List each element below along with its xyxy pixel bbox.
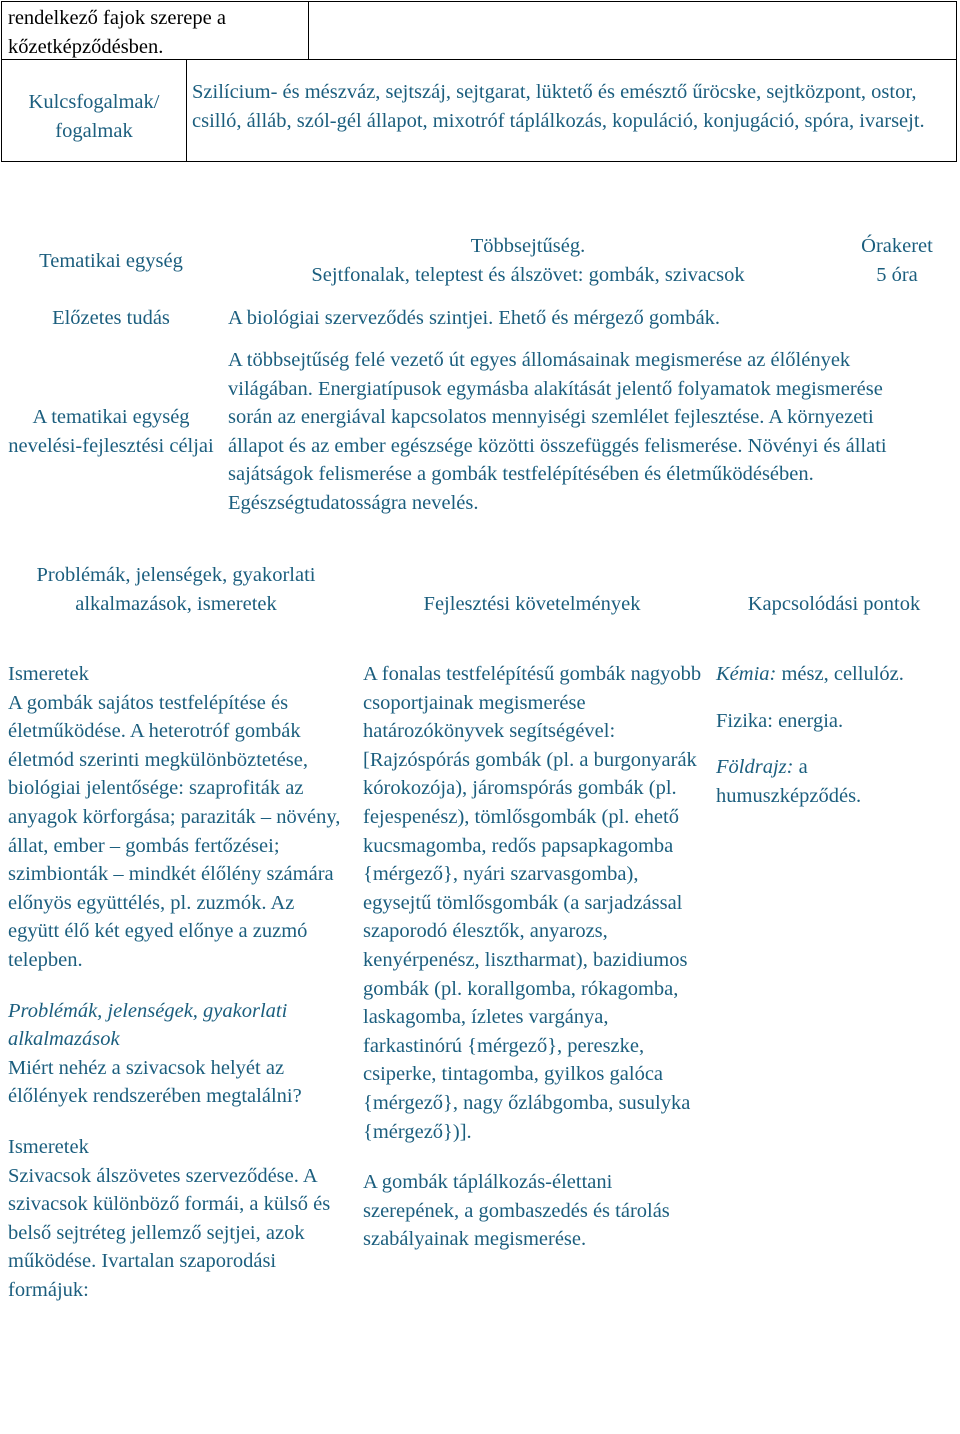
prior-knowledge-text: A biológiai szerveződés szintjei. Ehető és mérgező gombák. (228, 307, 721, 329)
goals-text: A többsejtűség felé vezető út egyes állomásainak megismerése az élőlények világában. Energiatípusok egymásba alakítását jelentő folyamatok megismerése során az energiával kapcsolatos mennyiségi szemlélet fejlesztése. A környezeti állapot és az ember egészsége közötti összefüggés felismerése. Növényi és állati sajátságok felismerése a gombák testfelépítésében és életműködésében. Egészségtudatosságra nevelés. (228, 349, 887, 514)
col2-header: Fejlesztési követelmények (423, 593, 641, 615)
hours-label: Órakeret (861, 235, 933, 257)
col1-section3-heading: Ismeretek (8, 1135, 89, 1158)
prior-knowledge-label: Előzetes tudás (52, 307, 170, 329)
keywords-label: Kulcsfogalmak/ fogalmak (28, 91, 160, 142)
col3-link-physics-subject: Fizika: (716, 709, 773, 732)
unit-title-line2: Sejtfonalak, teleptest és álszövet: gombák, szivacsok (311, 264, 745, 286)
col2-content (363, 660, 705, 1254)
col3-link-physics (716, 707, 956, 736)
hours-value: 5 óra (876, 264, 918, 286)
col1-section2-heading: Problémák, jelenségek, gyakorlati alkalmazások (8, 999, 288, 1051)
col1-section2-text: Miért nehéz a szivacsok helyét az élőlények rendszerében megtalálni? (8, 1056, 302, 1108)
goals-label: A tematikai egység nevelési-fejlesztési céljai (8, 406, 214, 457)
col3-link-geography (716, 753, 956, 810)
col1-content (8, 660, 348, 1304)
col1-section3-text: Szivacsok álszövetes szerveződése. A szivacsok különböző formái, a külső és belső sejtréteg jellemző sejtjei, azok működése. Ivartalan szaporodási formájuk: (8, 1164, 331, 1301)
top-table-col-divider-upper (308, 1, 309, 59)
col3-link-geography-subject: Földrajz: (716, 756, 794, 779)
unit-label: Tematikai egység (39, 250, 183, 272)
col1-header: Problémák, jelenségek, gyakorlati alkalmazások, ismeretek (36, 564, 316, 615)
col3-link-geography-text: a humuszképződés. (716, 756, 862, 807)
unit-title-line1: Többsejtűség. (470, 235, 586, 257)
col3-link-chemistry-subject: Kémia: (716, 663, 777, 685)
col3-link-chemistry (716, 660, 956, 689)
col3-content (716, 660, 956, 810)
col1-section1-text: A gombák sajátos testfelépítése és életműködése. A heterotróf gombák életmód szerinti megkülönböztetése, biológiai jelentősége: szaprofiták az anyagok körforgása; paraziták – növény, állat, ember – gombás fertőzései; szimbionták – mindkét élőlény számára előnyös együttélés, pl. zuzmók. Az együtt élő két egyed előnye a zuzmó telepben. (8, 691, 341, 971)
top-table-row1-left: rendelkező fajok szerepe a kőzetképződésben. (8, 7, 226, 58)
col3-link-physics-text: energia. (772, 709, 844, 732)
col2-paragraph2: A gombák táplálkozás-élettani szerepének, a gombaszedés és tárolás szabályainak megismerése. (363, 1171, 670, 1251)
col3-header: Kapcsolódási pontok (747, 593, 921, 615)
col2-paragraph1: A fonalas testfelépítésű gombák nagyobb csoportjainak megismerése határozókönyvek segítségével:[Rajzóspórás gombák (pl. a burgonyarák kórokozója), járomspórás gombák (pl. fejespenész), tömlősgombák (pl. ehető kucsmagomba, redős papsapkagomba {mérgező}, nyári szarvasgomba), egysejtű tömlősgombák (a sarjadzással szaporodó élesztők, anyarozs, kenyérpenész, lisztharmat), bazidiumos gombák (pl. korallgomba, rókagomba, laskagomba, ízletes vargánya, farkastinórú {mérgező}, pereszke, csiperke, tintagomba, gyilkos galóca {mérgező}, nagy őzlábgomba, susulyka {mérgező})]. (363, 663, 702, 1143)
col3-link-chemistry-text: mész, cellulóz. (776, 663, 904, 685)
top-table-col-divider-lower (186, 59, 187, 162)
keywords-text: Szilícium- és mészváz, sejtszáj, sejtgarat, lüktető és emésztő űröcske, sejtközpont, ostor, csilló, álláb, szól-gél állapot, mixotróf táplálkozás, kopuláció, konjugáció, spóra, ivarsejt. (192, 81, 925, 132)
col1-section1-heading: Ismeretek (8, 663, 89, 685)
